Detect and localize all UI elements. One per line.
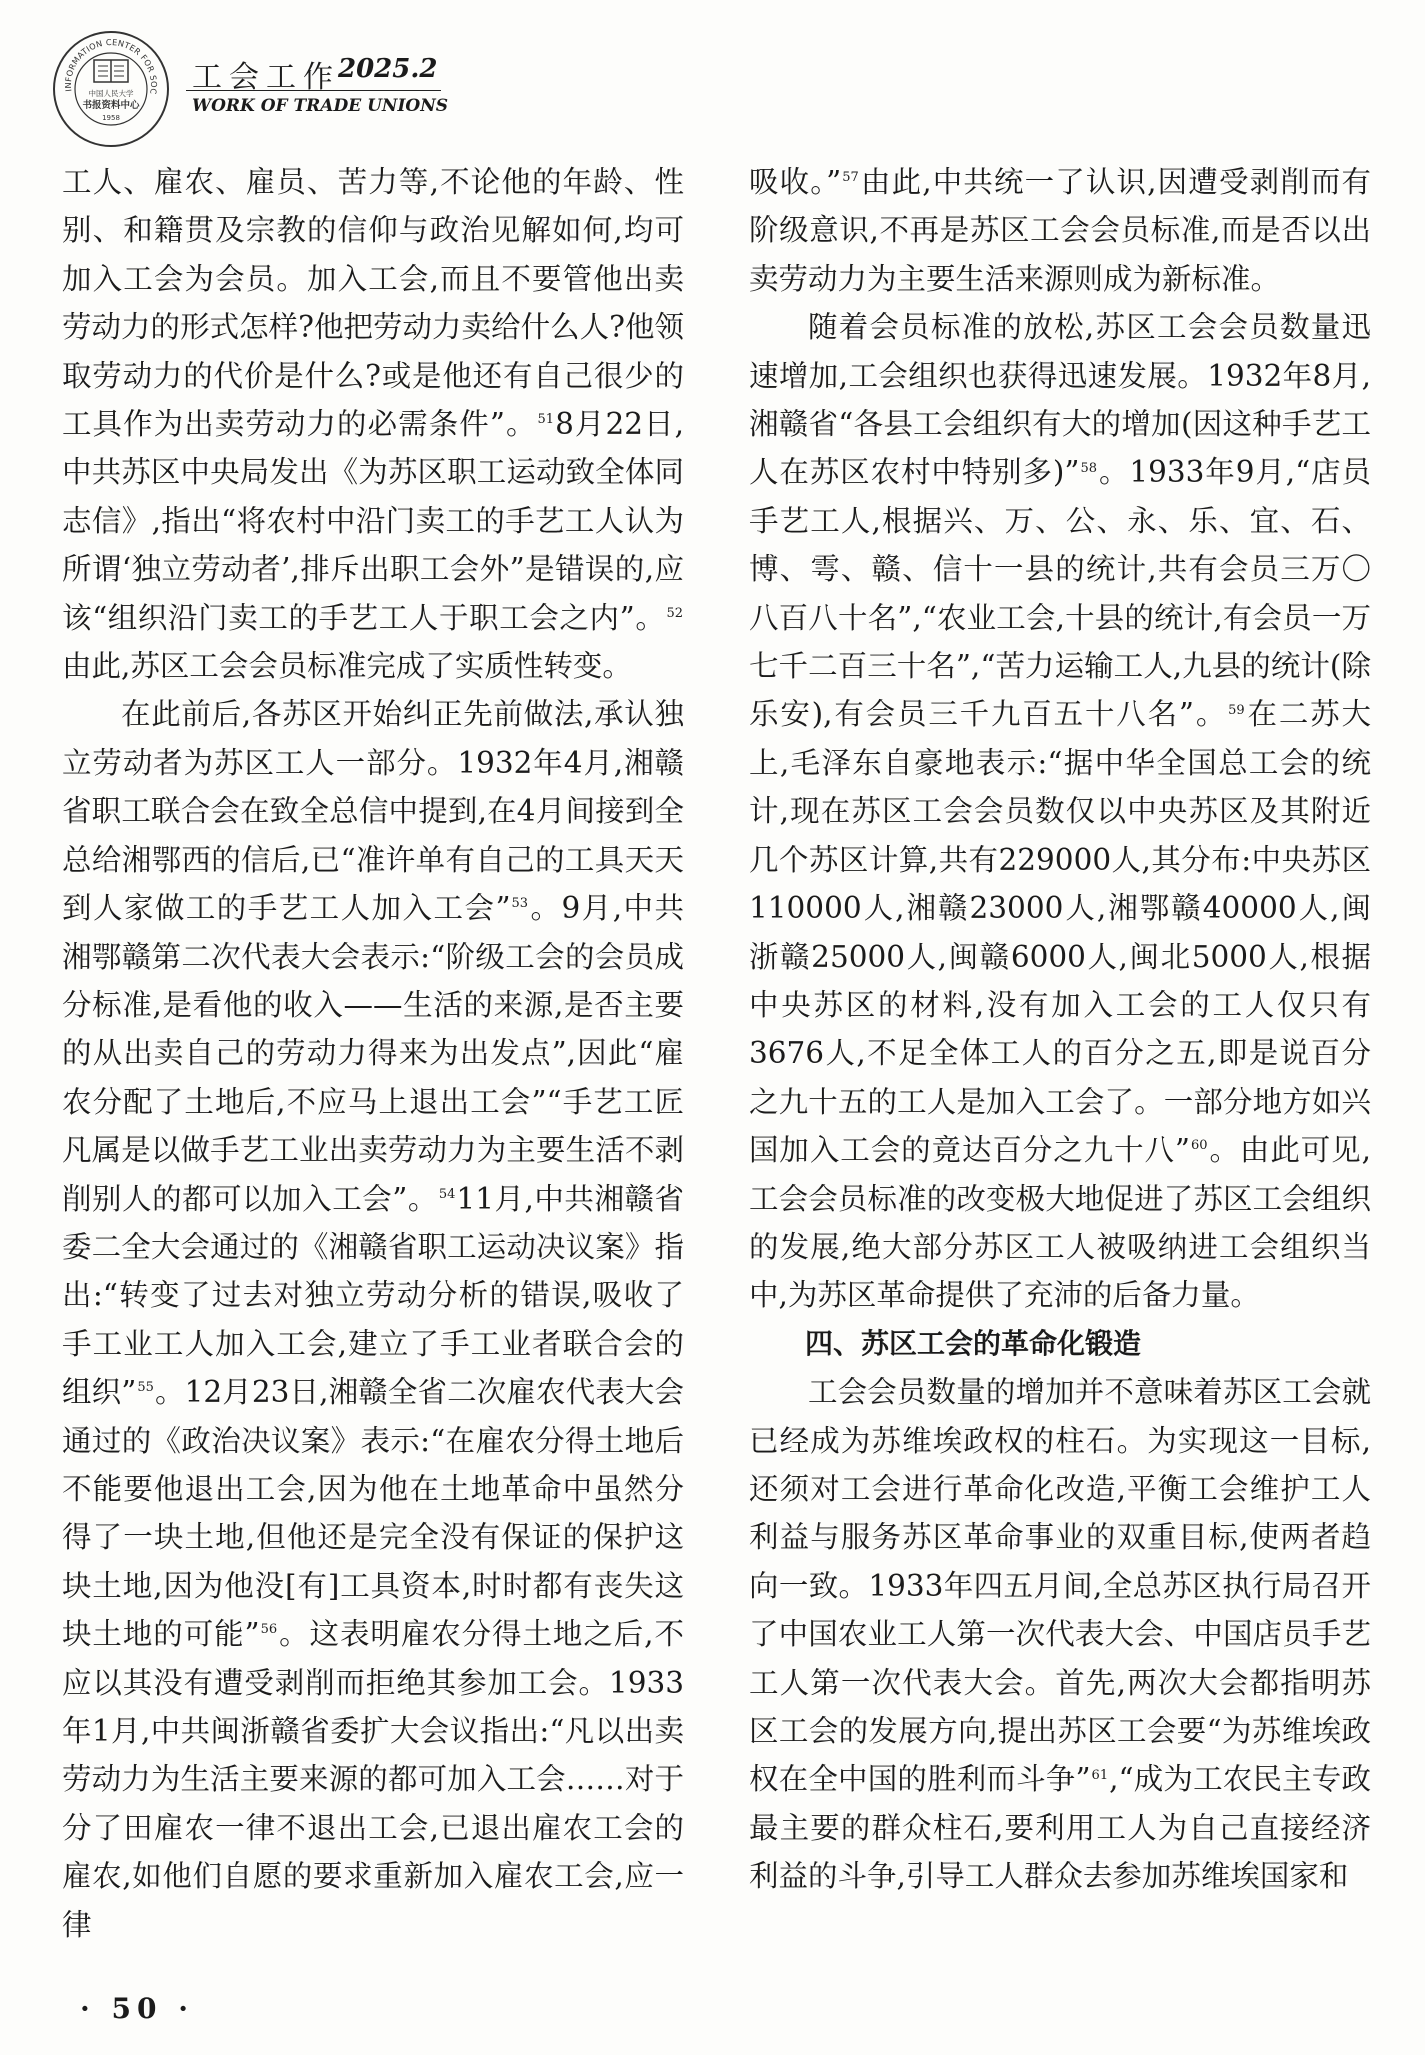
left-column — [62, 158, 684, 1993]
footnote-marker: 57 — [842, 170, 859, 186]
page-number: · 50 · — [80, 1992, 194, 2025]
footnote-marker: 58 — [1080, 460, 1098, 476]
paragraph-text: 在此前后,各苏区开始纠正先前做法,承认独立劳动者为苏区工人一部分。1932年4月,湘赣省职工联合会在致全总信中提到,在4月间接到全总给湘鄂西的信后,已“准许单有自己的工具天天到人家做工的手艺工人加入工会” — [62, 697, 684, 926]
paragraph — [749, 1368, 1371, 1900]
paragraph — [62, 158, 684, 690]
right-column — [749, 158, 1371, 1993]
paragraph-text: 吸收。” — [749, 165, 842, 199]
footnote-marker: 54 — [438, 1186, 456, 1202]
svg-text:1958: 1958 — [102, 114, 120, 122]
paragraph — [749, 303, 1371, 1320]
paragraph-text: 在二苏大上,毛泽东自豪地表示:“据中华全国总工会的统计,现在苏区工会会员数仅以中央苏区及其附近几个苏区计算,共有229000人,其分布:中央苏区110000人,湘赣23000人,湘鄂赣40000人,闽浙赣25000人,闽赣6000人,闽北5000人,根据中央苏区的材料,没有加入工会的工人仅只有3676人,不足全体工人的百分之五,即是说百分之九十五的工人是加入工会了。一部分地方如兴国加入工会的竟达百分之九十八” — [749, 697, 1371, 1168]
paragraph-text: 。这表明雇农分得土地之后,不应以其没有遭受剥削而拒绝其参加工会。1933年1月,中共闽浙赣省委扩大会议指出:“凡以出卖劳动力为生活主要来源的都可加入工会……对于分了田雇农一律不退出工会,已退出雇农工会的雇农,如他们自愿的要求重新加入雇农工会,应一律 — [62, 1617, 684, 1942]
journal-title-en: WORK OF TRADE UNIONS — [192, 96, 449, 116]
footnote-marker: 60 — [1191, 1138, 1208, 1154]
journal-issue: 2025.2 — [338, 54, 438, 84]
footnote-marker: 55 — [137, 1380, 154, 1396]
publisher-seal-logo — [52, 30, 170, 148]
paragraph-text: 工会会员数量的增加并不意味着苏区工会就已经成为苏维埃政权的柱石。为实现这一目标,还须对工会进行革命化改造,平衡工会维护工人利益与服务苏区革命事业的双重目标,使两者趋向一致。1933年四五月间,全总苏区执行局召开了中国农业工人第一次代表大会、中国店员手艺工人第一次代表大会。首先,两次大会都指明苏区工会的发展方向,提出苏区工会要“为苏维埃政权在全中国的胜利而斗争” — [749, 1375, 1371, 1797]
paragraph-text: 由此,苏区工会会员标准完成了实质性转变。 — [62, 649, 632, 684]
svg-text:中国人民大学: 中国人民大学 — [88, 89, 134, 98]
paragraph-text: 由此,中共统一了认识,因遭受剥削而有阶级意识,不再是苏区工会会员标准,而是否以出卖劳动力为主要生活来源则成为新标准。 — [749, 165, 1371, 296]
footnote-marker: 61 — [1091, 1767, 1109, 1783]
journal-title-cn: 工会工作 — [192, 60, 340, 95]
paragraph-text: 工人、雇农、雇员、苦力等,不论他的年龄、性别、和籍贯及宗教的信仰与政治见解如何,均可加入工会为会员。加入工会,而且不要管他出卖劳动力的形式怎样?他把劳动力卖给什么人?他领取劳动力的代价是什么?或是他还有自己很少的工具作为出卖劳动力的必需条件”。 — [62, 165, 684, 442]
seal-icon — [52, 30, 170, 148]
footnote-marker: 52 — [666, 605, 683, 621]
paragraph-text: ,“成为工农民主专政最主要的群众柱石,要利用工人为自己直接经济利益的斗争,引导工人群众去参加苏维埃国家和 — [749, 1762, 1371, 1894]
footnote-marker: 53 — [511, 896, 529, 912]
paragraph-text: 随着会员标准的放松,苏区工会会员数量迅速增加,工会组织也获得迅速发展。1932年8月,湘赣省“各县工会组织有大的增加(因这种手艺工人在苏区农村中特别多)” — [749, 310, 1371, 490]
paragraph-text: 。12月23日,湘赣全省二次雇农代表大会通过的《政治决议案》表示:“在雇农分得土地后不能要他退出工会,因为他在土地革命中虽然分得了一块土地,但他还是完全没有保证的保护这块土地,因为他没[有]工具资本,时时都有丧失这块土地的可能” — [62, 1375, 684, 1652]
section-heading: 四、苏区工会的革命化锻造 — [805, 1326, 1142, 1360]
paragraph-text: 。由此可见,工会会员标准的改变极大地促进了苏区工会组织的发展,绝大部分苏区工人被吸纳进工会组织当中,为苏区革命提供了充沛的后备力量。 — [749, 1133, 1371, 1313]
paragraph-text: 8月22日,中共苏区中央局发出《为苏区职工运动致全体同志信》,指出“将农村中沿门卖工的手艺工人认为所谓‘独立劳动者’,排斥出职工会外”是错误的,应该“组织沿门卖工的手艺工人于职工会之内”。 — [62, 407, 684, 635]
footnote-marker: 51 — [537, 412, 555, 428]
paragraph-text: 11月,中共湘赣省委二全大会通过的《湘赣省职工运动决议案》指出:“转变了过去对独立劳动分析的错误,吸收了手工业工人加入工会,建立了手工业者联合会的组织” — [62, 1181, 684, 1410]
footnote-marker: 56 — [260, 1622, 278, 1638]
footnote-marker: 59 — [1228, 702, 1245, 718]
header-rule — [186, 90, 441, 91]
paragraph-text: 。9月,中共湘鄂赣第二次代表大会表示:“阶级工会的会员成分标准,是看他的收入——生活的来源,是否主要的从出卖自己的劳动力得来为出发点”,因此“雇农分配了土地后,不应马上退出工会”“手艺工匠凡属是以做手艺工业出卖劳动力为主要生活不剥削别人的都可以加入工会”。 — [62, 891, 684, 1216]
svg-text:INFORMATION CENTER FOR SOCIAL: INFORMATION CENTER FOR SOC — [62, 37, 160, 96]
paragraph — [749, 158, 1371, 303]
svg-text:书报资料中心: 书报资料中心 — [82, 100, 140, 111]
page-header — [0, 0, 1425, 130]
paragraph — [62, 690, 684, 1949]
paragraph-text: 。1933年9月,“店员手艺工人,根据兴、万、公、永、乐、宜、石、博、雩、赣、信十一县的统计,共有会员三万〇八百八十名”,“农业工会,十县的统计,有会员一万七千二百三十名”,“苦力运输工人,九县的统计(除乐安),有会员三千九百五十八名”。 — [749, 455, 1371, 732]
